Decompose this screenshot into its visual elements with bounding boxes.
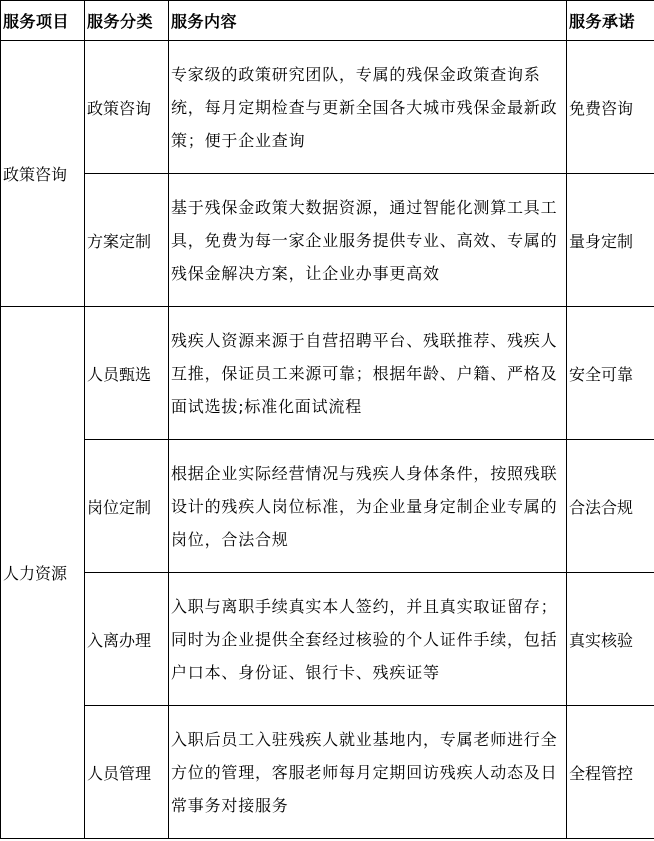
header-service-item: 服务项目 xyxy=(1,1,85,41)
table-row xyxy=(1,440,654,573)
table-row xyxy=(1,573,654,706)
content-cell: 根据企业实际经营情况与残疾人身体条件，按照残联设计的残疾人岗位标准，为企业量身定制企业专属的岗位，合法合规 xyxy=(169,440,567,573)
header-service-promise: 服务承诺 xyxy=(567,1,654,41)
table-row xyxy=(1,706,654,839)
promise-cell: 合法合规 xyxy=(567,440,654,573)
content-cell: 专家级的政策研究团队，专属的残保金政策查询系统，每月定期检查与更新全国各大城市残保金最新政策；便于企业查询 xyxy=(169,41,567,174)
table-row xyxy=(1,41,654,174)
promise-cell: 全程管控 xyxy=(567,706,654,839)
table-row xyxy=(1,174,654,307)
content-cell: 基于残保金政策大数据资源，通过智能化测算工具工具，免费为每一家企业服务提供专业、高效、专属的残保金解决方案，让企业办事更高效 xyxy=(169,174,567,307)
category-cell: 政策咨询 xyxy=(85,41,169,174)
promise-cell: 量身定制 xyxy=(567,174,654,307)
category-cell: 岗位定制 xyxy=(85,440,169,573)
promise-cell: 安全可靠 xyxy=(567,307,654,440)
content-cell: 入职后员工入驻残疾人就业基地内，专属老师进行全方位的管理，客服老师每月定期回访残疾人动态及日常事务对接服务 xyxy=(169,706,567,839)
category-cell: 人员甄选 xyxy=(85,307,169,440)
category-cell: 人员管理 xyxy=(85,706,169,839)
content-cell: 入职与离职手续真实本人签约，并且真实取证留存；同时为企业提供全套经过核验的个人证件手续，包括户口本、身份证、银行卡、残疾证等 xyxy=(169,573,567,706)
promise-cell: 免费咨询 xyxy=(567,41,654,174)
group-name-hr: 人力资源 xyxy=(1,307,85,839)
header-service-content: 服务内容 xyxy=(169,1,567,41)
promise-cell: 真实核验 xyxy=(567,573,654,706)
group-name-policy: 政策咨询 xyxy=(1,41,85,307)
content-cell: 残疾人资源来源于自营招聘平台、残联推荐、残疾人互推，保证员工来源可靠；根据年龄、户籍、严格及面试选拔;标准化面试流程 xyxy=(169,307,567,440)
header-service-category: 服务分类 xyxy=(85,1,169,41)
category-cell: 方案定制 xyxy=(85,174,169,307)
table-row xyxy=(1,307,654,440)
category-cell: 入离办理 xyxy=(85,573,169,706)
header-row xyxy=(1,1,654,41)
